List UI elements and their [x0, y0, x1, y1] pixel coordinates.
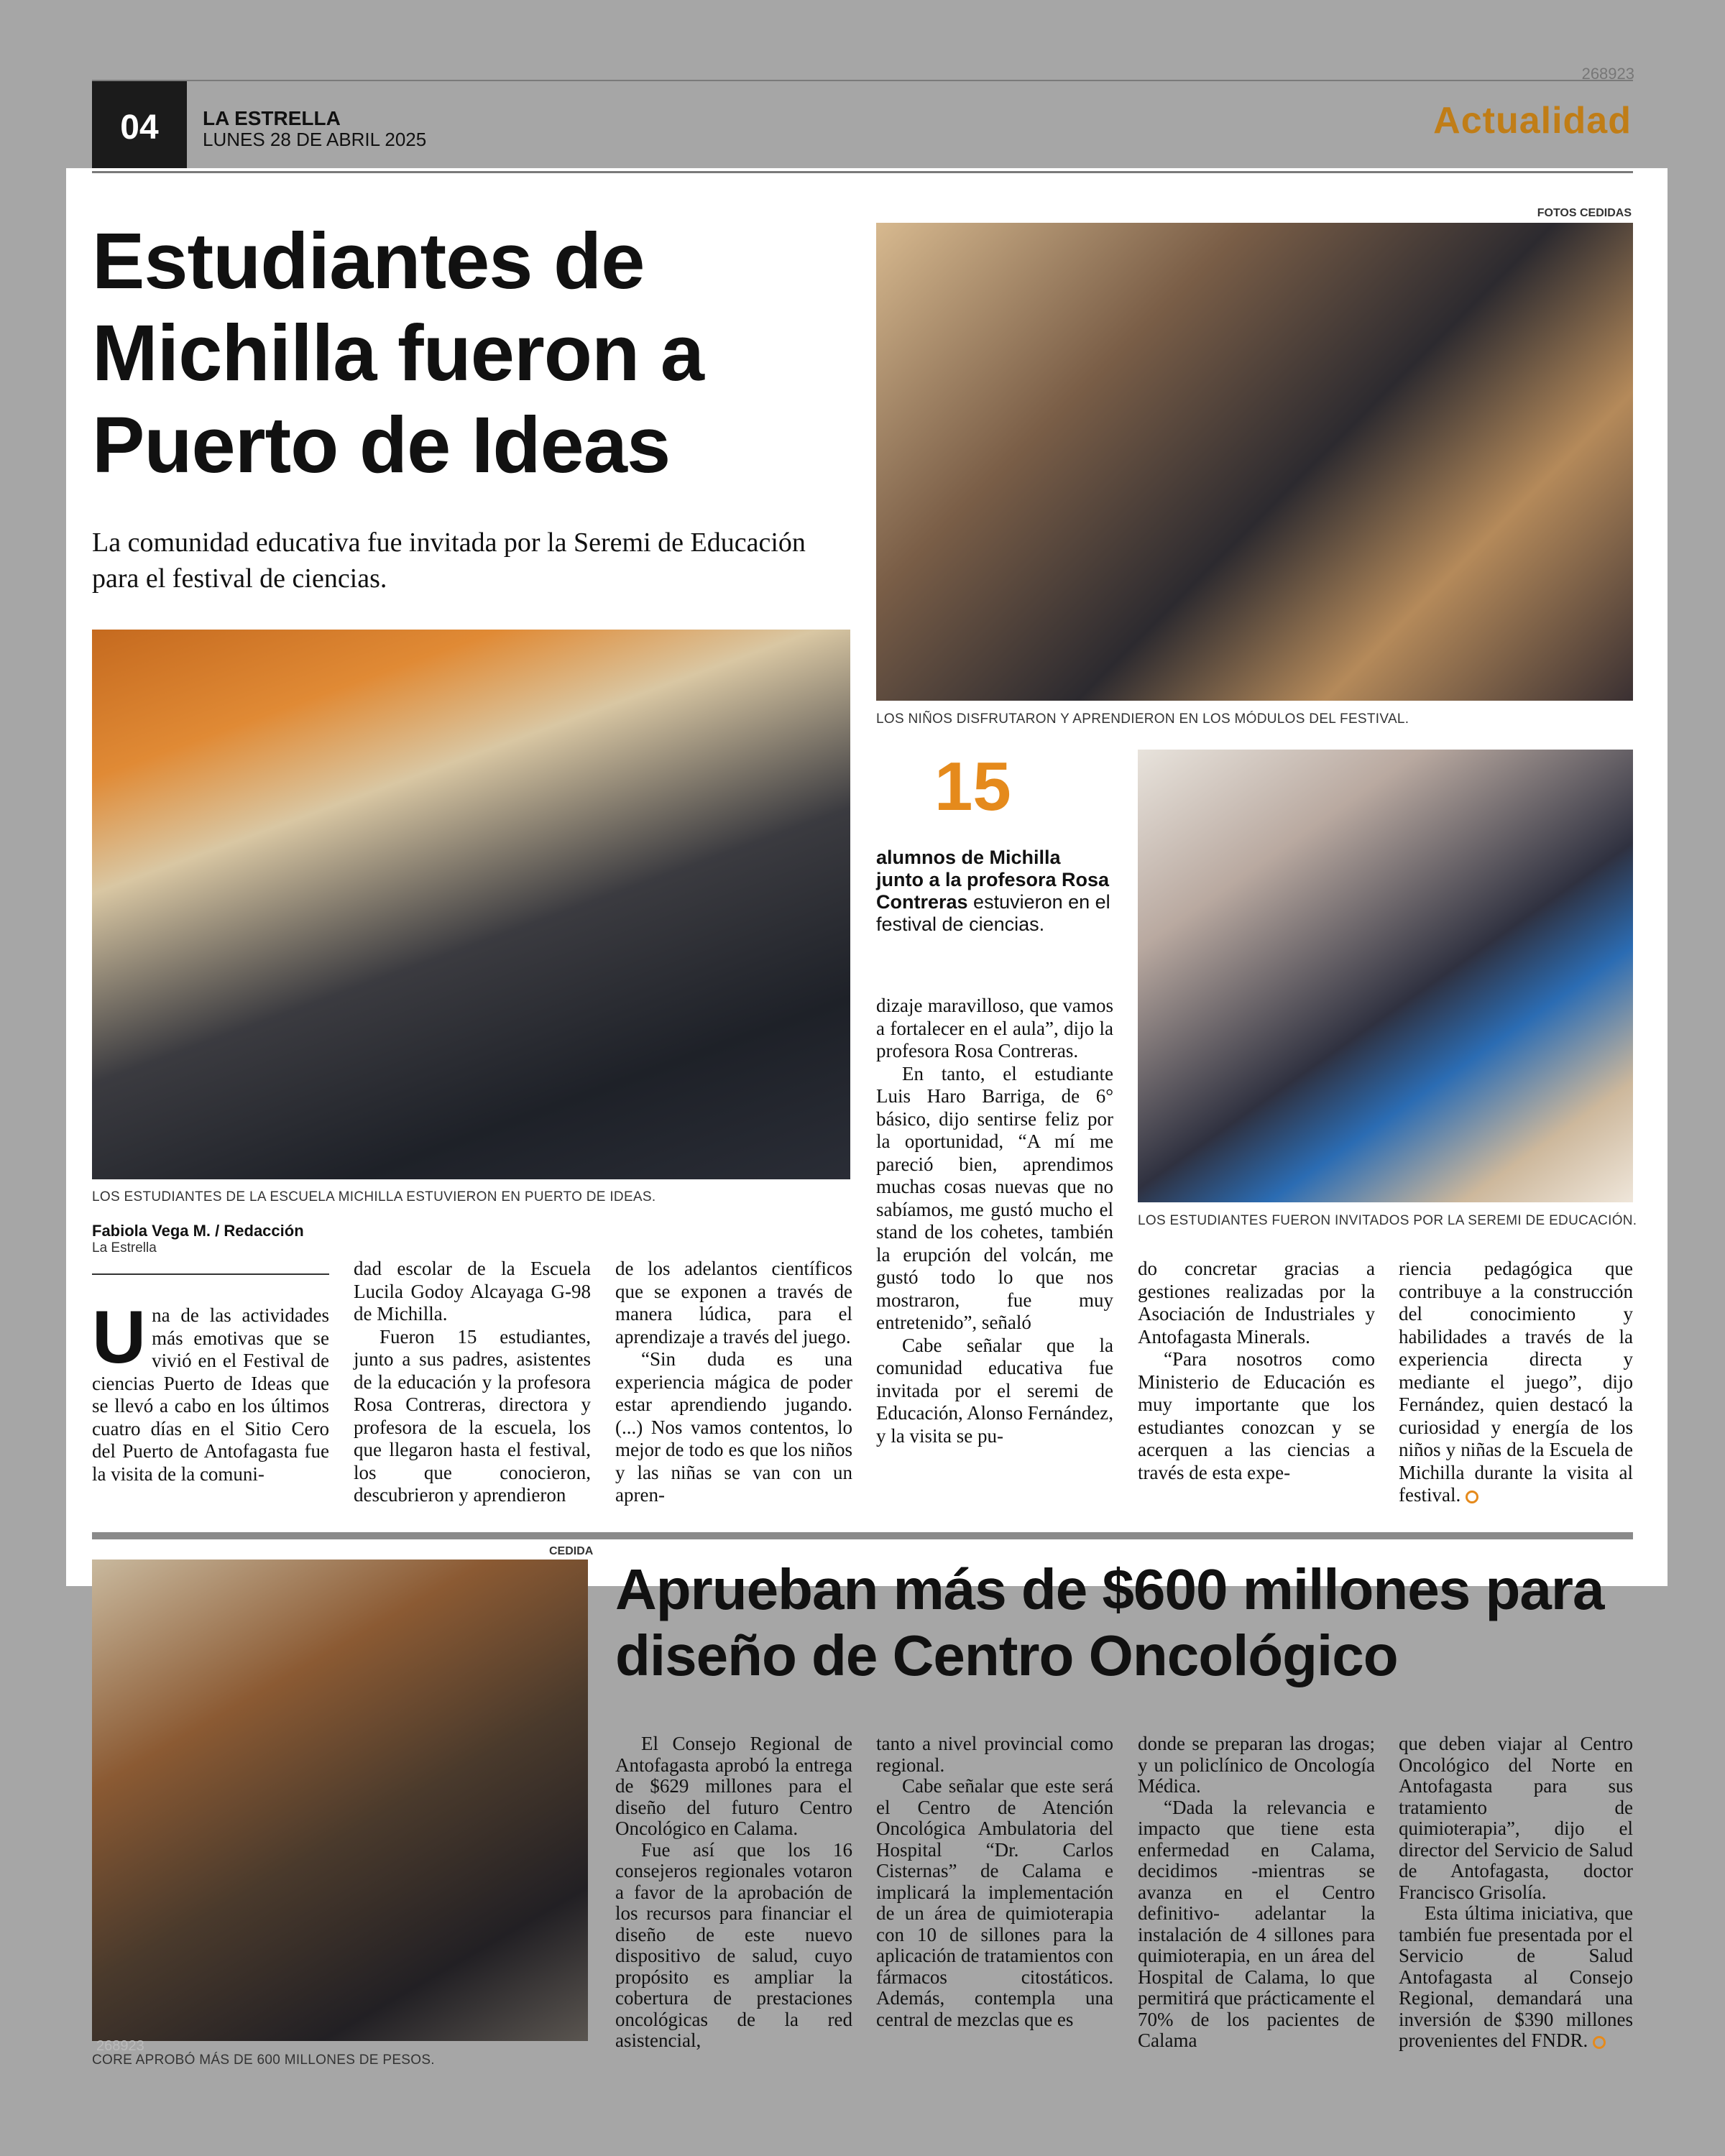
drop-cap: U [92, 1296, 147, 1379]
stat-rest: estuvieron en el festival de ciencias. [876, 891, 1110, 935]
body-paragraph: que deben viajar al Centro Oncológico del Norte en Antofagasta para sus tratamiento de quimioterapia”, dijo el director del Servicio de Salud de Antofagasta, doctor Francisco Grisolía. [1399, 1733, 1633, 1903]
publication-date: LUNES 28 DE ABRIL 2025 [203, 129, 427, 150]
body-paragraph: En tanto, el estudiante Luis Haro Barriga, de 6° básico, dijo sentirse feliz por la oportunidad, “A mí me pareció bien, aprendimos muchas cosas nuevas que no sabíamos, me gustó mucho el stand de los cohetes, también la erupción del volcán, me gustó todo lo que nos mostraron, fue muy entretenido”, señaló [876, 1062, 1113, 1333]
body-paragraph: do concretar gracias a gestiones realizadas por la Asociación de Industriales y Antofagasta Minerals. [1138, 1258, 1375, 1348]
photo-credit: FOTOS CEDIDAS [1537, 207, 1632, 219]
article-column-1 [92, 1296, 329, 1485]
council-photo-caption: CORE APROBÓ MÁS DE 600 MILLONES DE PESOS. [92, 2053, 435, 2068]
article-column-2 [354, 1258, 591, 1507]
body-paragraph: Fueron 15 estudiantes, junto a sus padres, asistentes de la educación y la profesora Rosa Contreras, directora y profesora de la escuela, los que llegaron hasta el festival, los que conocieron, descubrieron y aprendieron [354, 1325, 591, 1506]
body-paragraph: dizaje maravilloso, que vamos a fortalecer en el aula”, dijo la profesora Rosa Contreras. [876, 995, 1113, 1061]
festival-photo-caption: LOS NIÑOS DISFRUTARON Y APRENDIERON EN LOS MÓDULOS DEL FESTIVAL. [876, 711, 1409, 727]
article-column-6 [1399, 1258, 1633, 1507]
section-label: Actualidad [1433, 100, 1632, 142]
stat-number: 15 [934, 748, 1011, 825]
body-paragraph: dad escolar de la Escuela Lucila Godoy Alcayaga G-98 de Michilla. [354, 1258, 591, 1325]
body-paragraph: de los adelantos científicos que se exponen a través de manera lúdica, para el aprendizaje a través del juego. [615, 1258, 852, 1348]
publication-name: LA ESTRELLA [203, 107, 341, 129]
regional-council-photo [92, 1560, 588, 2041]
page-id-number: 268923 [1581, 65, 1634, 83]
body-paragraph: “Para nosotros como Ministerio de Educación es muy importante que los estudiantes conozcan y se acerquen a las ciencias a través de esta expe- [1138, 1348, 1375, 1483]
body-paragraph: Esta última iniciativa, que también fue presentada por el Servicio de Salud Antofagasta al Consejo Regional, demandará una inversión de $390 millones provenientes del FNDR. [1399, 1902, 1633, 2051]
byline [92, 1222, 329, 1256]
article-2-headline: Aprueban más de $600 millones para diseño de Centro Oncológico [615, 1557, 1604, 1687]
end-mark-icon [1593, 2036, 1606, 2049]
byline-rule [92, 1273, 329, 1275]
body-paragraph: donde se preparan las drogas; y un policlínico de Oncología Médica. [1138, 1733, 1375, 1797]
main-photo-caption: LOS ESTUDIANTES DE LA ESCUELA MICHILLA ESTUVIERON EN PUERTO DE IDEAS. [92, 1189, 656, 1204]
end-mark-icon [1466, 1491, 1478, 1503]
body-paragraph: Cabe señalar que la comunidad educativa fue invitada por el seremi de Educación, Alonso Fernández, y la visita se pu- [876, 1334, 1113, 1447]
article-column-4 [876, 995, 1113, 1447]
body-paragraph: tanto a nivel provincial como regional. [876, 1733, 1113, 1776]
photo-credit-2: CEDIDA [549, 1545, 594, 1557]
body-paragraph: El Consejo Regional de Antofagasta aprobó la entrega de $629 millones para el diseño del futuro Centro Oncológico en Calama. [615, 1733, 852, 1839]
students-group-photo [92, 630, 850, 1179]
page-number: 04 [92, 81, 187, 173]
seremi-photo-caption: LOS ESTUDIANTES FUERON INVITADOS POR LA SEREMI DE EDUCACIÓN. [1138, 1213, 1637, 1228]
article-column-3 [615, 1258, 852, 1507]
header-rule [92, 171, 1633, 173]
article-2-column-4 [1399, 1733, 1633, 2052]
seremi-visit-photo [1138, 750, 1633, 1202]
article-2-column-3 [1138, 1733, 1375, 2052]
stat-callout [876, 847, 1113, 936]
body-paragraph: riencia pedagógica que contribuye a la construcción del conocimiento y habilidades a través de la experiencia directa y mediante el juego”, dijo Fernández, quien destacó la curiosidad y energía de los niños y niñas de la Escuela de Michilla durante la visita al festival. [1399, 1258, 1633, 1506]
stat-bold: alumnos de Michilla junto a la profesora Rosa Contreras [876, 847, 1110, 913]
article-2-column-2 [876, 1733, 1113, 2030]
byline-publication: La Estrella [92, 1240, 157, 1256]
byline-author: Fabiola Vega M. / Redacción [92, 1222, 304, 1240]
article-divider [92, 1532, 1633, 1539]
article-column-5 [1138, 1258, 1375, 1484]
article-headline: Estudiantes de Michilla fueron a Puerto de Ideas [92, 217, 704, 489]
top-rule [92, 80, 1633, 81]
body-paragraph: Cabe señalar que este será el Centro de Atención Oncológica Ambulatoria del Hospital “Dr. Carlos Cisternas” de Calama e implicará la implementación de un área de quimioterapia con 10 de sillones para la aplicación de tratamientos con fármacos citostáticos. Además, contempla una central de mezclas que es [876, 1775, 1113, 2030]
body-paragraph: “Dada la relevancia e impacto que tiene esta enfermedad en Calama, decidimos -mientras se avanza en el Centro definitivo- adelantar la instalación de 4 sillones para quimioterapia, en un área del Hospital de Calama, lo que permitirá que prácticamente el 70% de los pacientes de Calama [1138, 1796, 1375, 2051]
body-paragraph: na de las actividades más emotivas que se vivió en el Festival de ciencias Puerto de Ideas que se llevó a cabo en los últimos cuatro días en el Sitio Cero del Puerto de Antofagasta fue la visita de la comuni- [92, 1304, 329, 1485]
festival-modules-photo [876, 223, 1633, 701]
article-deck: La comunidad educativa fue invitada por la Seremi de Educación para el festival de ciencias. [92, 528, 806, 594]
body-paragraph: “Sin duda es una experiencia mágica de poder estar aprendiendo jugando. (...) Nos vamos contentos, lo mejor de todo es que los niños y las niñas se van con un apren- [615, 1348, 852, 1506]
article-2-column-1 [615, 1733, 852, 2052]
photo-watermark: 268923 [96, 2038, 144, 2054]
body-paragraph: Fue así que los 16 consejeros regionales votaron a favor de la aprobación de los recursos para financiar el diseño de este nuevo dispositivo de salud, cuyo propósito es ampliar la cobertura de prestaciones oncológicas de la red asistencial, [615, 1838, 852, 2051]
